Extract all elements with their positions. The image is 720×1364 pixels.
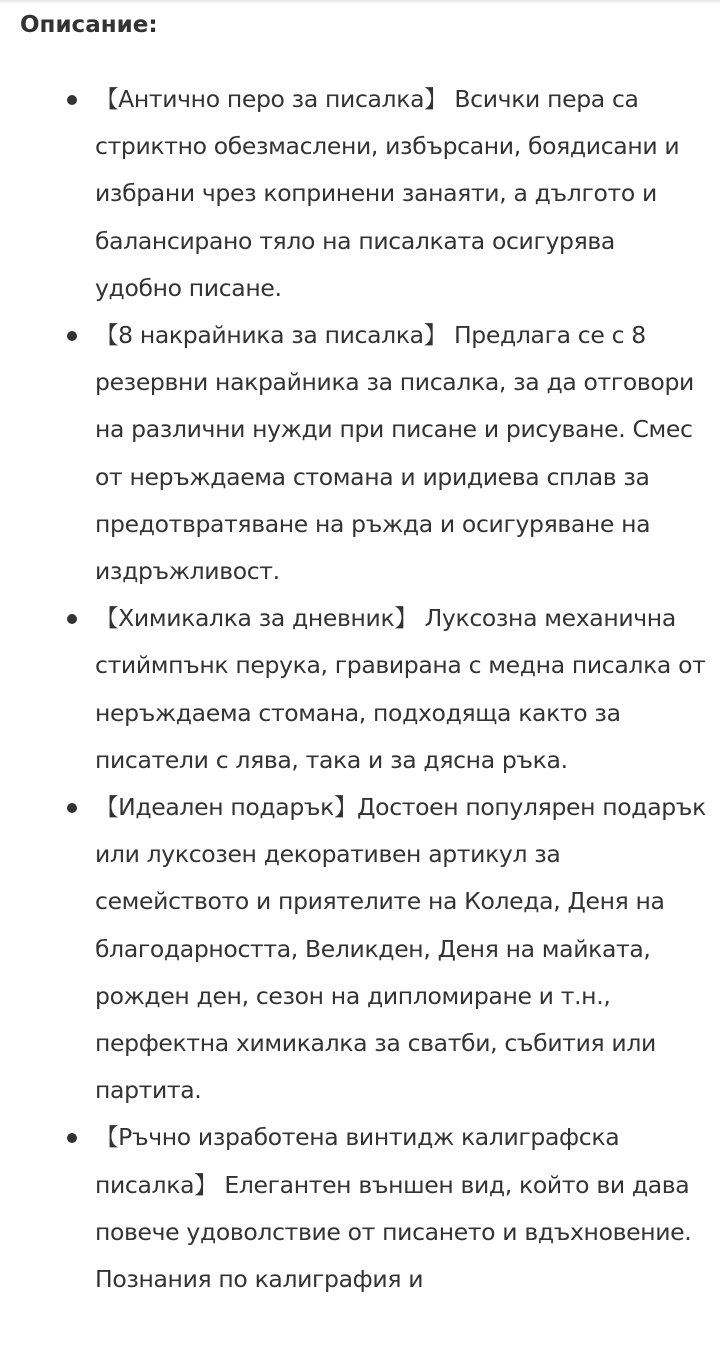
- bullet-dot-icon: [67, 614, 77, 624]
- list-item-text: 【8 накрайника за писалка】 Предлага се с 8 резервни накрайника за писалка, за да отговори на различни нужди при писане и рисуване. Смес от неръждаема стомана и иридиева сплав за предотвратяване на ръжда и осигуряване на издръжливост.: [95, 321, 694, 586]
- list-item-text: 【Ръчно изработена винтидж калиграфска писалка】 Елегантен външен вид, който ви дава повече удоволствие от писането и вдъхновение. Познания по калиграфия и: [95, 1123, 692, 1294]
- list-item: [0, 312, 720, 595]
- bullet-dot-icon: [67, 803, 77, 813]
- description-heading: Описание:: [20, 12, 158, 38]
- list-item: [0, 76, 720, 312]
- bullet-dot-icon: [67, 1133, 77, 1143]
- bullet-dot-icon: [67, 95, 77, 105]
- list-item-text: 【Идеален подарък】Достоен популярен подарък или луксозен декоративен артикул за семейството и приятелите на Коледа, Деня на благодарността, Великден, Деня на майката, рожден ден, сезон на дипломиране и т.н., перфектна химикалка за сватби, събития или партита.: [95, 793, 706, 1105]
- list-item: [0, 784, 720, 1114]
- list-item: [0, 595, 720, 784]
- list-item-text: 【Антично перо за писалка】 Всички пера са стриктно обезмаслени, избърсани, боядисани и избрани чрез копринени занаяти, а дългото и балансирано тяло на писалката осигурява удобно писане.: [95, 85, 680, 302]
- bullet-dot-icon: [67, 331, 77, 341]
- description-list: [0, 76, 720, 1303]
- top-divider-shadow: [0, 0, 720, 4]
- list-item-text: 【Химикалка за дневник】 Луксозна механична стиймпънк перука, гравирана с медна писалка от неръждаема стомана, подходяща както за писатели с лява, така и за дясна ръка.: [95, 604, 706, 774]
- list-item: [0, 1114, 720, 1303]
